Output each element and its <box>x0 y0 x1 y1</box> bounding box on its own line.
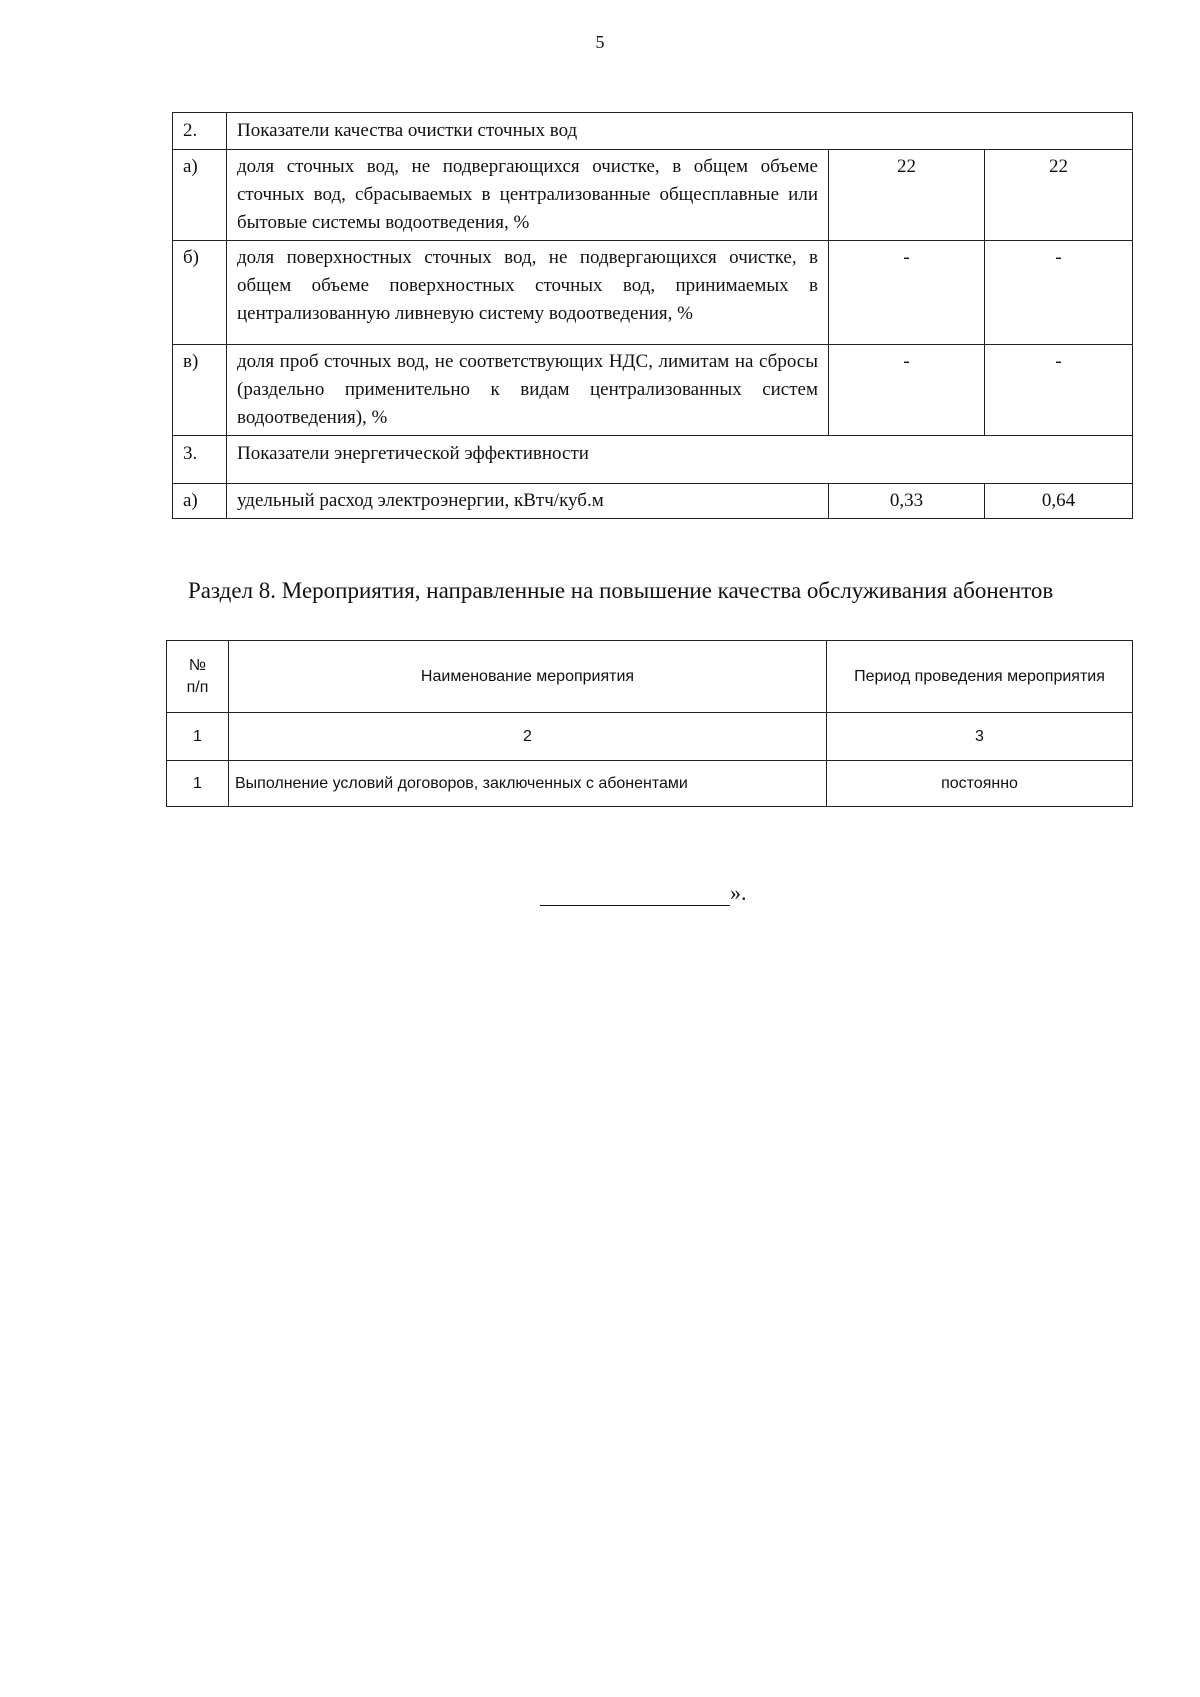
table-row <box>167 761 1133 807</box>
table-row <box>173 150 1133 241</box>
indicators-table <box>172 112 1133 519</box>
row-letter: в) <box>173 345 227 436</box>
row-number: 1 <box>167 761 229 807</box>
indicator-text: доля сточных вод, не подвергающихся очистке, в общем объеме сточных вод, сбрасываемых в централизованные общесплавные или бытовые системы водоотведения, % <box>227 150 829 241</box>
table-row <box>173 113 1133 150</box>
value-cell: 0,33 <box>829 484 985 519</box>
closing-quote: ». <box>730 880 747 905</box>
column-number: 3 <box>827 713 1133 761</box>
column-header-num: № п/п <box>167 641 229 713</box>
value-cell: - <box>829 241 985 345</box>
row-letter: а) <box>173 484 227 519</box>
indicator-text: доля проб сточных вод, не соответствующих НДС, лимитам на сбросы (раздельно применительно к видам централизованных систем водоотведения), % <box>227 345 829 436</box>
section-title: Раздел 8. Мероприятия, направленные на повышение качества обслуживания абонентов <box>188 578 1054 603</box>
indicator-text: удельный расход электроэнергии, кВтч/куб.м <box>227 484 829 519</box>
measure-period: постоянно <box>827 761 1133 807</box>
measures-table <box>166 640 1133 807</box>
column-header-period: Период проведения мероприятия <box>827 641 1133 713</box>
row-number: 2. <box>173 113 227 150</box>
value-cell: 22 <box>829 150 985 241</box>
column-number: 1 <box>167 713 229 761</box>
table-row <box>173 241 1133 345</box>
table-row <box>173 345 1133 436</box>
section-heading: Показатели энергетической эффективности <box>227 436 1133 484</box>
column-number: 2 <box>229 713 827 761</box>
column-header-name: Наименование мероприятия <box>229 641 827 713</box>
column-number-row <box>167 713 1133 761</box>
row-letter: б) <box>173 241 227 345</box>
table-row <box>173 436 1133 484</box>
row-number: 3. <box>173 436 227 484</box>
section-heading: Показатели качества очистки сточных вод <box>227 113 1133 150</box>
value-cell: - <box>985 345 1133 436</box>
row-letter: а) <box>173 150 227 241</box>
value-cell: - <box>829 345 985 436</box>
value-cell: 22 <box>985 150 1133 241</box>
page-number: 5 <box>595 32 605 52</box>
indicator-text: доля поверхностных сточных вод, не подвергающихся очистке, в общем объеме поверхностных сточных вод, принимаемых в централизованную ливневую систему водоотведения, % <box>227 241 829 345</box>
closing-line <box>540 880 747 906</box>
value-cell: - <box>985 241 1133 345</box>
underline-blank <box>540 883 730 906</box>
measure-name: Выполнение условий договоров, заключенных с абонентами <box>229 761 827 807</box>
header-row <box>167 641 1133 713</box>
value-cell: 0,64 <box>985 484 1133 519</box>
table-row <box>173 484 1133 519</box>
